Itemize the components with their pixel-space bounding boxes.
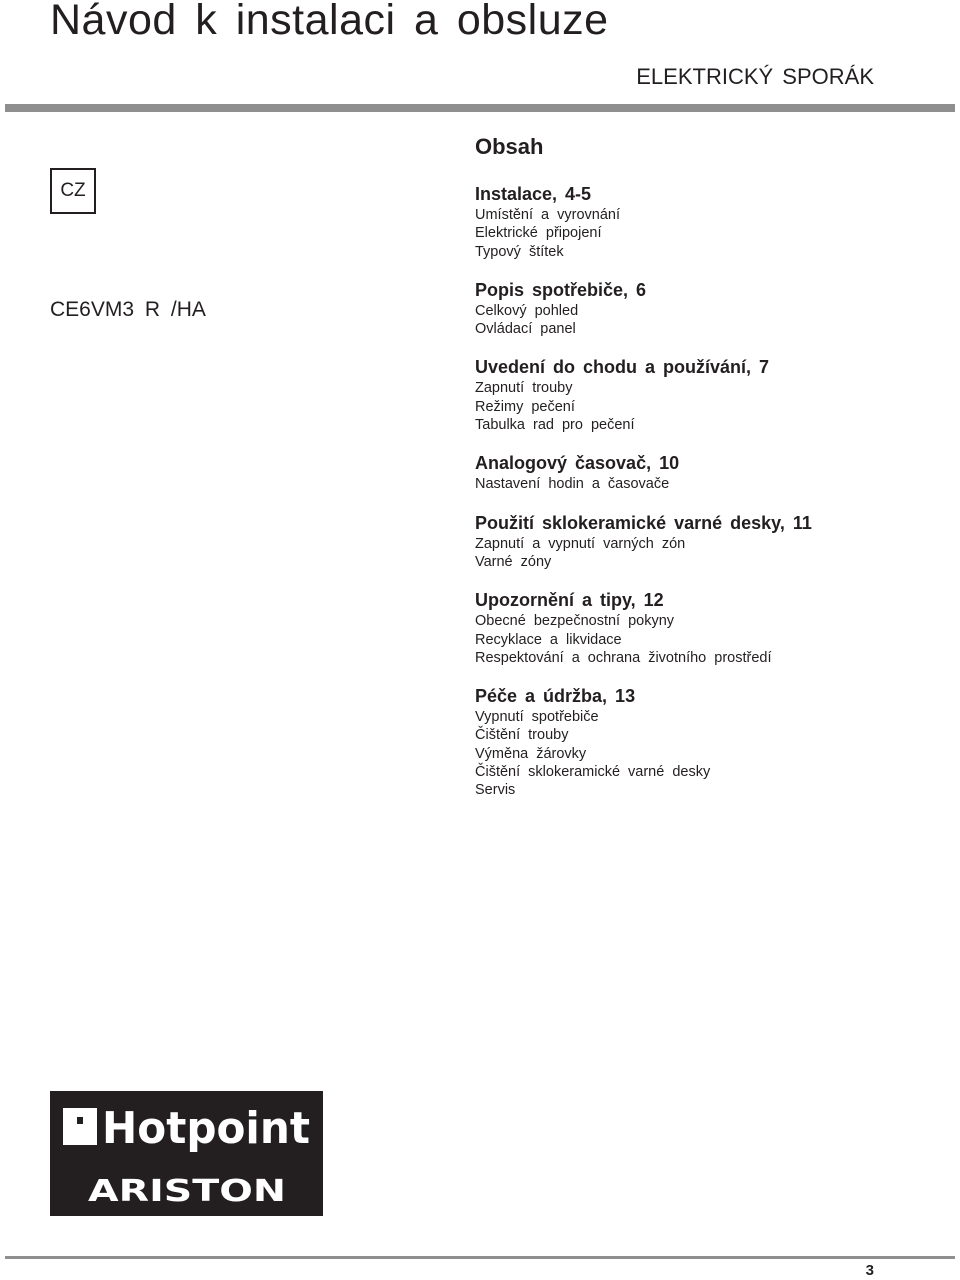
toc-entry: Zapnutí a vypnutí varných zón	[475, 535, 686, 552]
toc-section-heading: Instalace, 4-5	[475, 184, 592, 204]
toc-section-heading: Uvedení do chodu a používání, 7	[475, 357, 770, 378]
toc-entry: Režimy pečení	[475, 398, 575, 415]
toc-section	[475, 182, 945, 261]
toc-section	[475, 278, 945, 339]
toc-entry: Ovládací panel	[475, 321, 576, 338]
toc-entry: Obecné bezpečnostní pokyny	[475, 613, 675, 630]
document-title: Návod k instalaci a obsluze	[50, 0, 609, 44]
top-divider	[5, 104, 955, 112]
toc-section	[475, 588, 945, 667]
toc-entry: Varné zóny	[475, 553, 552, 570]
brand-logo	[50, 1091, 323, 1216]
toc-entry: Typový štítek	[475, 243, 564, 260]
toc-entry: Čištění sklokeramické varné desky	[475, 764, 711, 781]
toc-entry: Výměna žárovky	[475, 745, 587, 762]
toc-section-heading: Péče a údržba, 13	[475, 686, 636, 707]
toc-entry: Umístění a vyrovnání	[475, 207, 620, 223]
toc-section-heading: Použití sklokeramické varné desky, 11	[475, 512, 812, 533]
hotpoint-ariston-logo-icon	[50, 1091, 323, 1216]
toc-entry: Recyklace a likvidace	[475, 631, 622, 648]
logo-brand-text: Hotpoint	[102, 1103, 310, 1154]
toc-entry: Celkový pohled	[475, 302, 579, 319]
table-of-contents	[475, 182, 945, 817]
toc-entry: Elektrické připojení	[475, 225, 602, 242]
model-number: CE6VM3 R /HA	[50, 298, 206, 321]
toc-section	[475, 684, 945, 799]
toc-section	[475, 511, 945, 572]
page-number: 3	[865, 1262, 874, 1279]
toc-entry: Servis	[475, 782, 516, 799]
toc-section	[475, 451, 945, 493]
document-subtitle: ELEKTRICKÝ SPORÁK	[636, 64, 874, 89]
toc-entry: Nastavení hodin a časovače	[475, 476, 670, 493]
toc-entry: Vypnutí spotřebiče	[475, 709, 599, 726]
toc-section-heading: Analogový časovač, 10	[475, 453, 680, 474]
language-code: CZ	[60, 180, 86, 201]
toc-entry: Čištění trouby	[475, 727, 569, 744]
toc-entry: Zapnutí trouby	[475, 380, 573, 397]
toc-entry: Tabulka rad pro pečení	[475, 417, 635, 434]
toc-section	[475, 355, 945, 434]
toc-entry: Respektování a ochrana životního prostředí	[475, 649, 772, 666]
house-mark-icon	[63, 1108, 97, 1145]
toc-section-heading: Popis spotřebiče, 6	[475, 279, 647, 300]
toc-section-heading: Upozornění a tipy, 12	[475, 590, 664, 611]
toc-title: Obsah	[475, 134, 544, 159]
logo-sub-text: ARISTON	[88, 1174, 286, 1209]
language-badge	[50, 168, 96, 214]
bottom-divider	[5, 1256, 955, 1259]
